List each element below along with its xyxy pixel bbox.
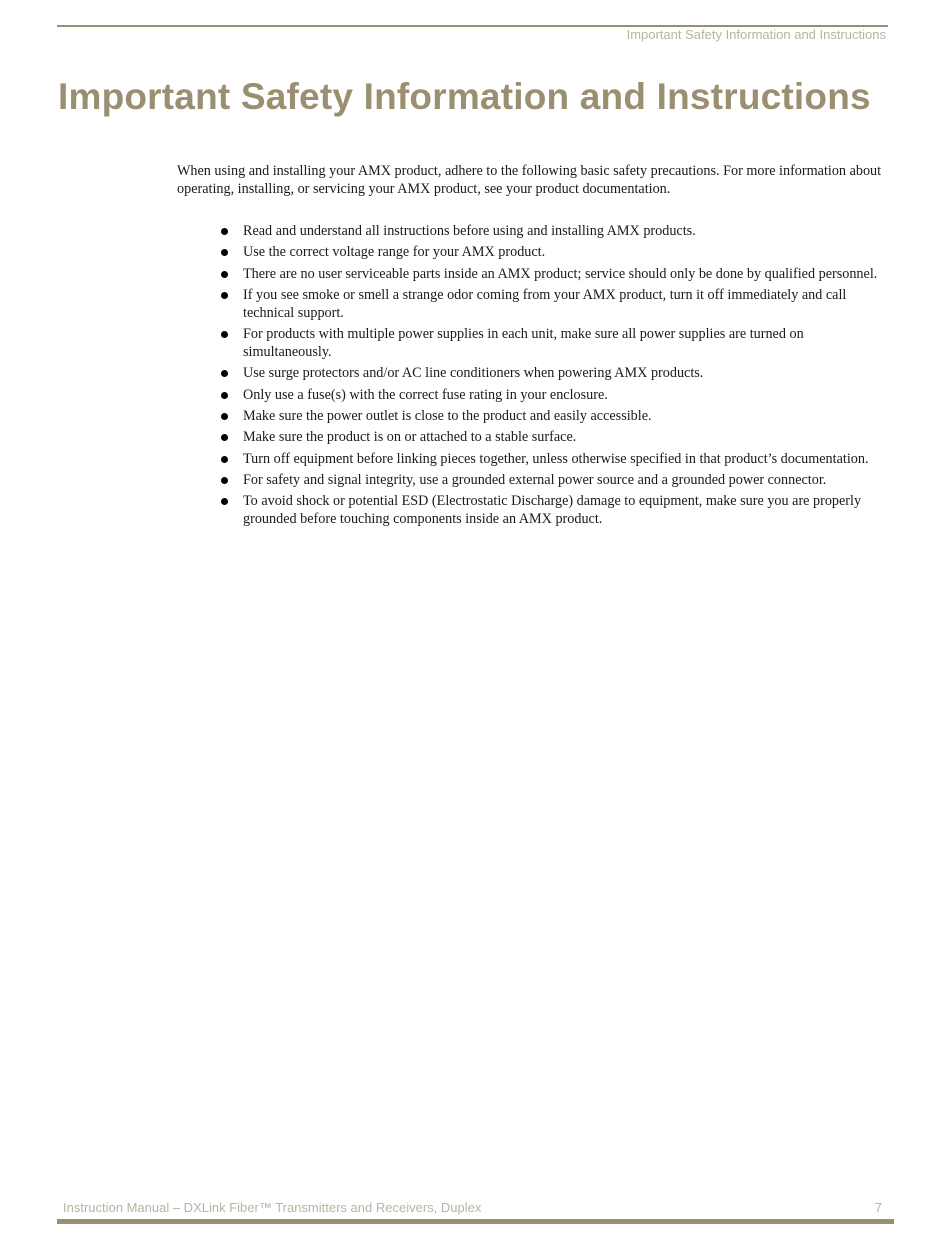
list-item-text: There are no user serviceable parts inside an AMX product; service should only be done by qualified personnel.	[243, 265, 878, 282]
safety-instructions-list	[218, 222, 890, 532]
list-item-text: Only use a fuse(s) with the correct fuse rating in your enclosure.	[243, 386, 608, 403]
bullet-icon	[221, 331, 228, 338]
list-item	[218, 471, 890, 489]
bullet-icon	[221, 456, 228, 463]
bullet-icon	[221, 434, 228, 441]
list-item-text: Use surge protectors and/or AC line conditioners when powering AMX products.	[243, 365, 704, 382]
list-item-text: For products with multiple power supplies in each unit, make sure all power supplies are turned on simultaneously.	[243, 326, 804, 361]
bullet-icon	[221, 271, 228, 278]
list-item	[218, 364, 890, 382]
page-title: Important Safety Information and Instructions	[58, 76, 871, 117]
list-item	[218, 243, 890, 261]
bullet-icon	[221, 370, 228, 377]
list-item	[218, 386, 890, 404]
list-item	[218, 492, 890, 528]
list-item	[218, 265, 890, 283]
bullet-icon	[221, 249, 228, 256]
running-header: Important Safety Information and Instructions	[626, 27, 886, 42]
list-item	[218, 428, 890, 446]
list-item-text: Make sure the power outlet is close to the product and easily accessible.	[243, 408, 652, 425]
bullet-icon	[221, 292, 228, 299]
list-item-text: Use the correct voltage range for your AMX product.	[243, 244, 546, 261]
list-item-text: Turn off equipment before linking pieces together, unless otherwise specified in that product’s documentation.	[243, 450, 869, 467]
page-number: 7	[874, 1200, 882, 1215]
list-item-text: For safety and signal integrity, use a grounded external power source and a grounded power connector.	[243, 471, 827, 488]
bullet-icon	[221, 498, 228, 505]
footer-rule	[57, 1219, 894, 1224]
bullet-icon	[221, 413, 228, 420]
intro-paragraph: When using and installing your AMX product, adhere to the following basic safety precautions. For more information about operating, installing, or servicing your AMX product, see your product documentation.	[177, 163, 882, 197]
list-item	[218, 407, 890, 425]
bullet-icon	[221, 228, 228, 235]
list-item-text: Read and understand all instructions before using and installing AMX products.	[243, 223, 696, 239]
list-item-text: If you see smoke or smell a strange odor coming from your AMX product, turn it off immediately and call technical support.	[243, 286, 847, 321]
list-item	[218, 325, 890, 361]
bullet-icon	[221, 392, 228, 399]
list-item	[218, 450, 890, 468]
bullet-icon	[221, 477, 228, 484]
footer-manual-title: Instruction Manual – DXLink Fiber™ Transmitters and Receivers, Duplex	[63, 1200, 482, 1215]
list-item-text: Make sure the product is on or attached to a stable surface.	[243, 429, 577, 446]
list-item	[218, 222, 890, 240]
list-item	[218, 286, 890, 322]
list-item-text: To avoid shock or potential ESD (Electrostatic Discharge) damage to equipment, make sure you are properly grounded before touching components inside an AMX product.	[243, 493, 862, 528]
